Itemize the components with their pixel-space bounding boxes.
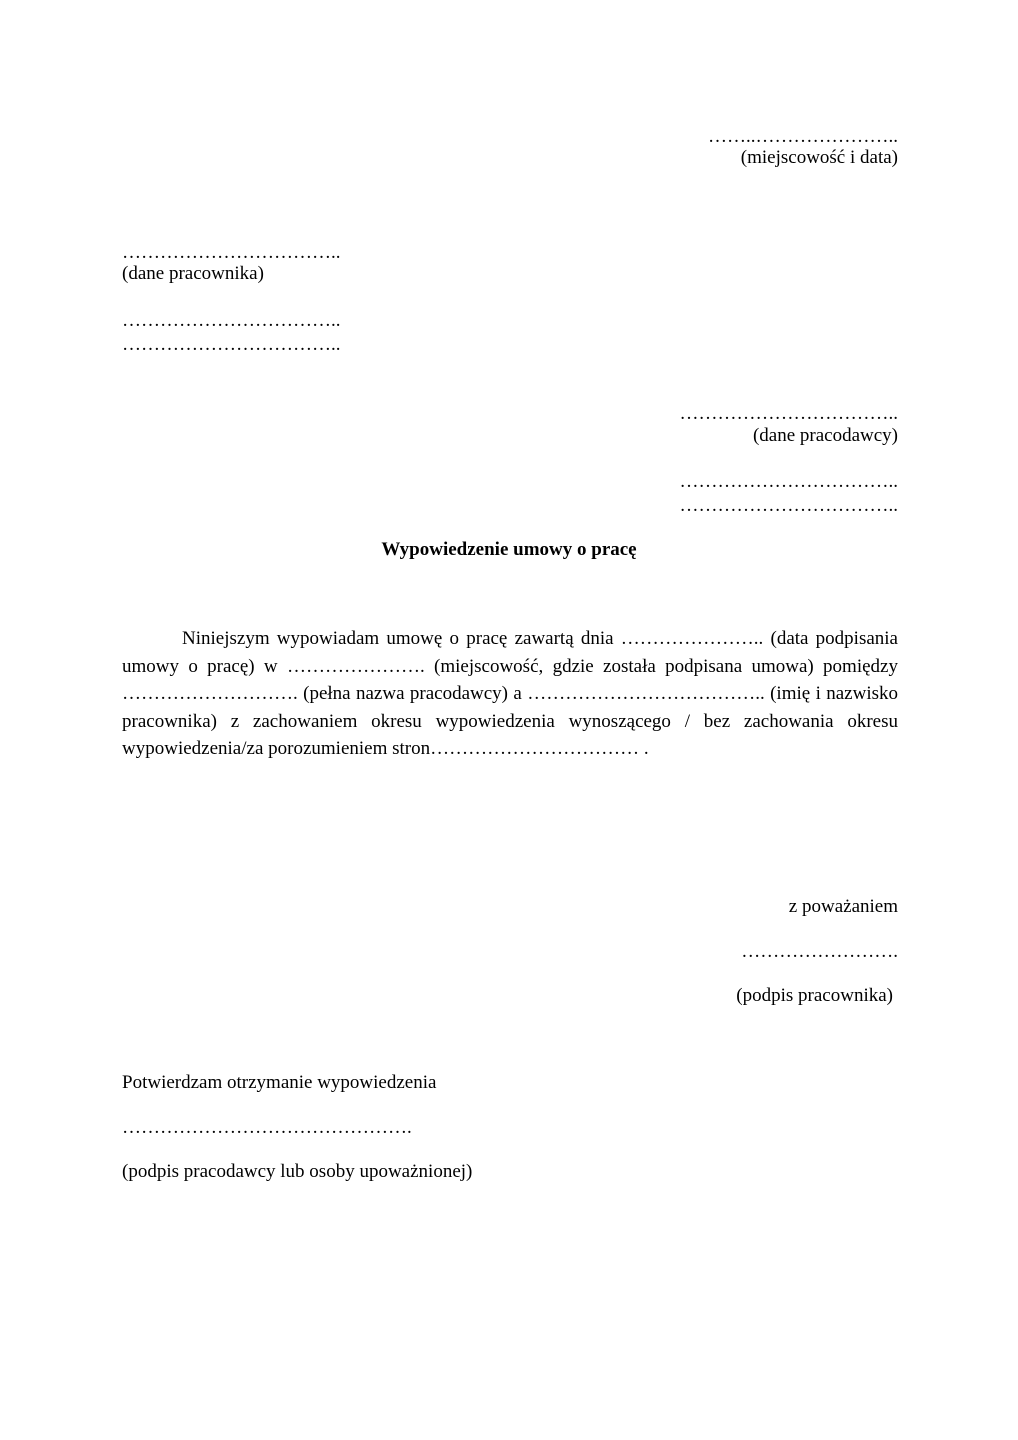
employer-signature-label: (podpis pracodawcy lub osoby upoważnionej) xyxy=(122,1161,473,1182)
employer-dots-3: …………………………….. xyxy=(679,495,898,516)
confirmation-text: Potwierdzam otrzymanie wypowiedzenia xyxy=(122,1072,437,1093)
employee-label: (dane pracownika) xyxy=(122,263,264,284)
regards-text: z poważaniem xyxy=(788,896,898,917)
employer-signature-dots: ………………………………………. xyxy=(122,1117,412,1138)
employer-dots-2: …………………………….. xyxy=(679,471,898,492)
place-date-dots: ……..………………….. xyxy=(708,126,898,147)
body-paragraph: Niniejszym wypowiadam umowę o pracę zawartą dnia ………………….. (data podpisania umowy o pracę) w …………………. (miejscowość, gdzie została podpisana umowa) pomiędzy ………………………. (pełna nazwa pracodawcy) a ……………………………….. (imię i nazwisko pracownika) z zachowaniem okresu wypowiedzenia wynoszącego / bez zachowania okresu wypowiedzenia/za porozumieniem stron…………………………… . xyxy=(122,628,898,759)
employer-dots-1: …………………………….. xyxy=(679,403,898,424)
document-title: Wypowiedzenie umowy o pracę xyxy=(381,539,637,560)
employee-dots-3: …………………………….. xyxy=(122,334,341,355)
employer-label: (dane pracodawcy) xyxy=(752,425,898,446)
employee-dots-1: …………………………….. xyxy=(122,242,341,263)
employee-signature-label: (podpis pracownika) xyxy=(736,985,893,1006)
employee-signature-dots: ……………………. xyxy=(741,941,898,962)
employee-dots-2: …………………………….. xyxy=(122,310,341,331)
place-date-label: (miejscowość i data) xyxy=(740,147,898,168)
